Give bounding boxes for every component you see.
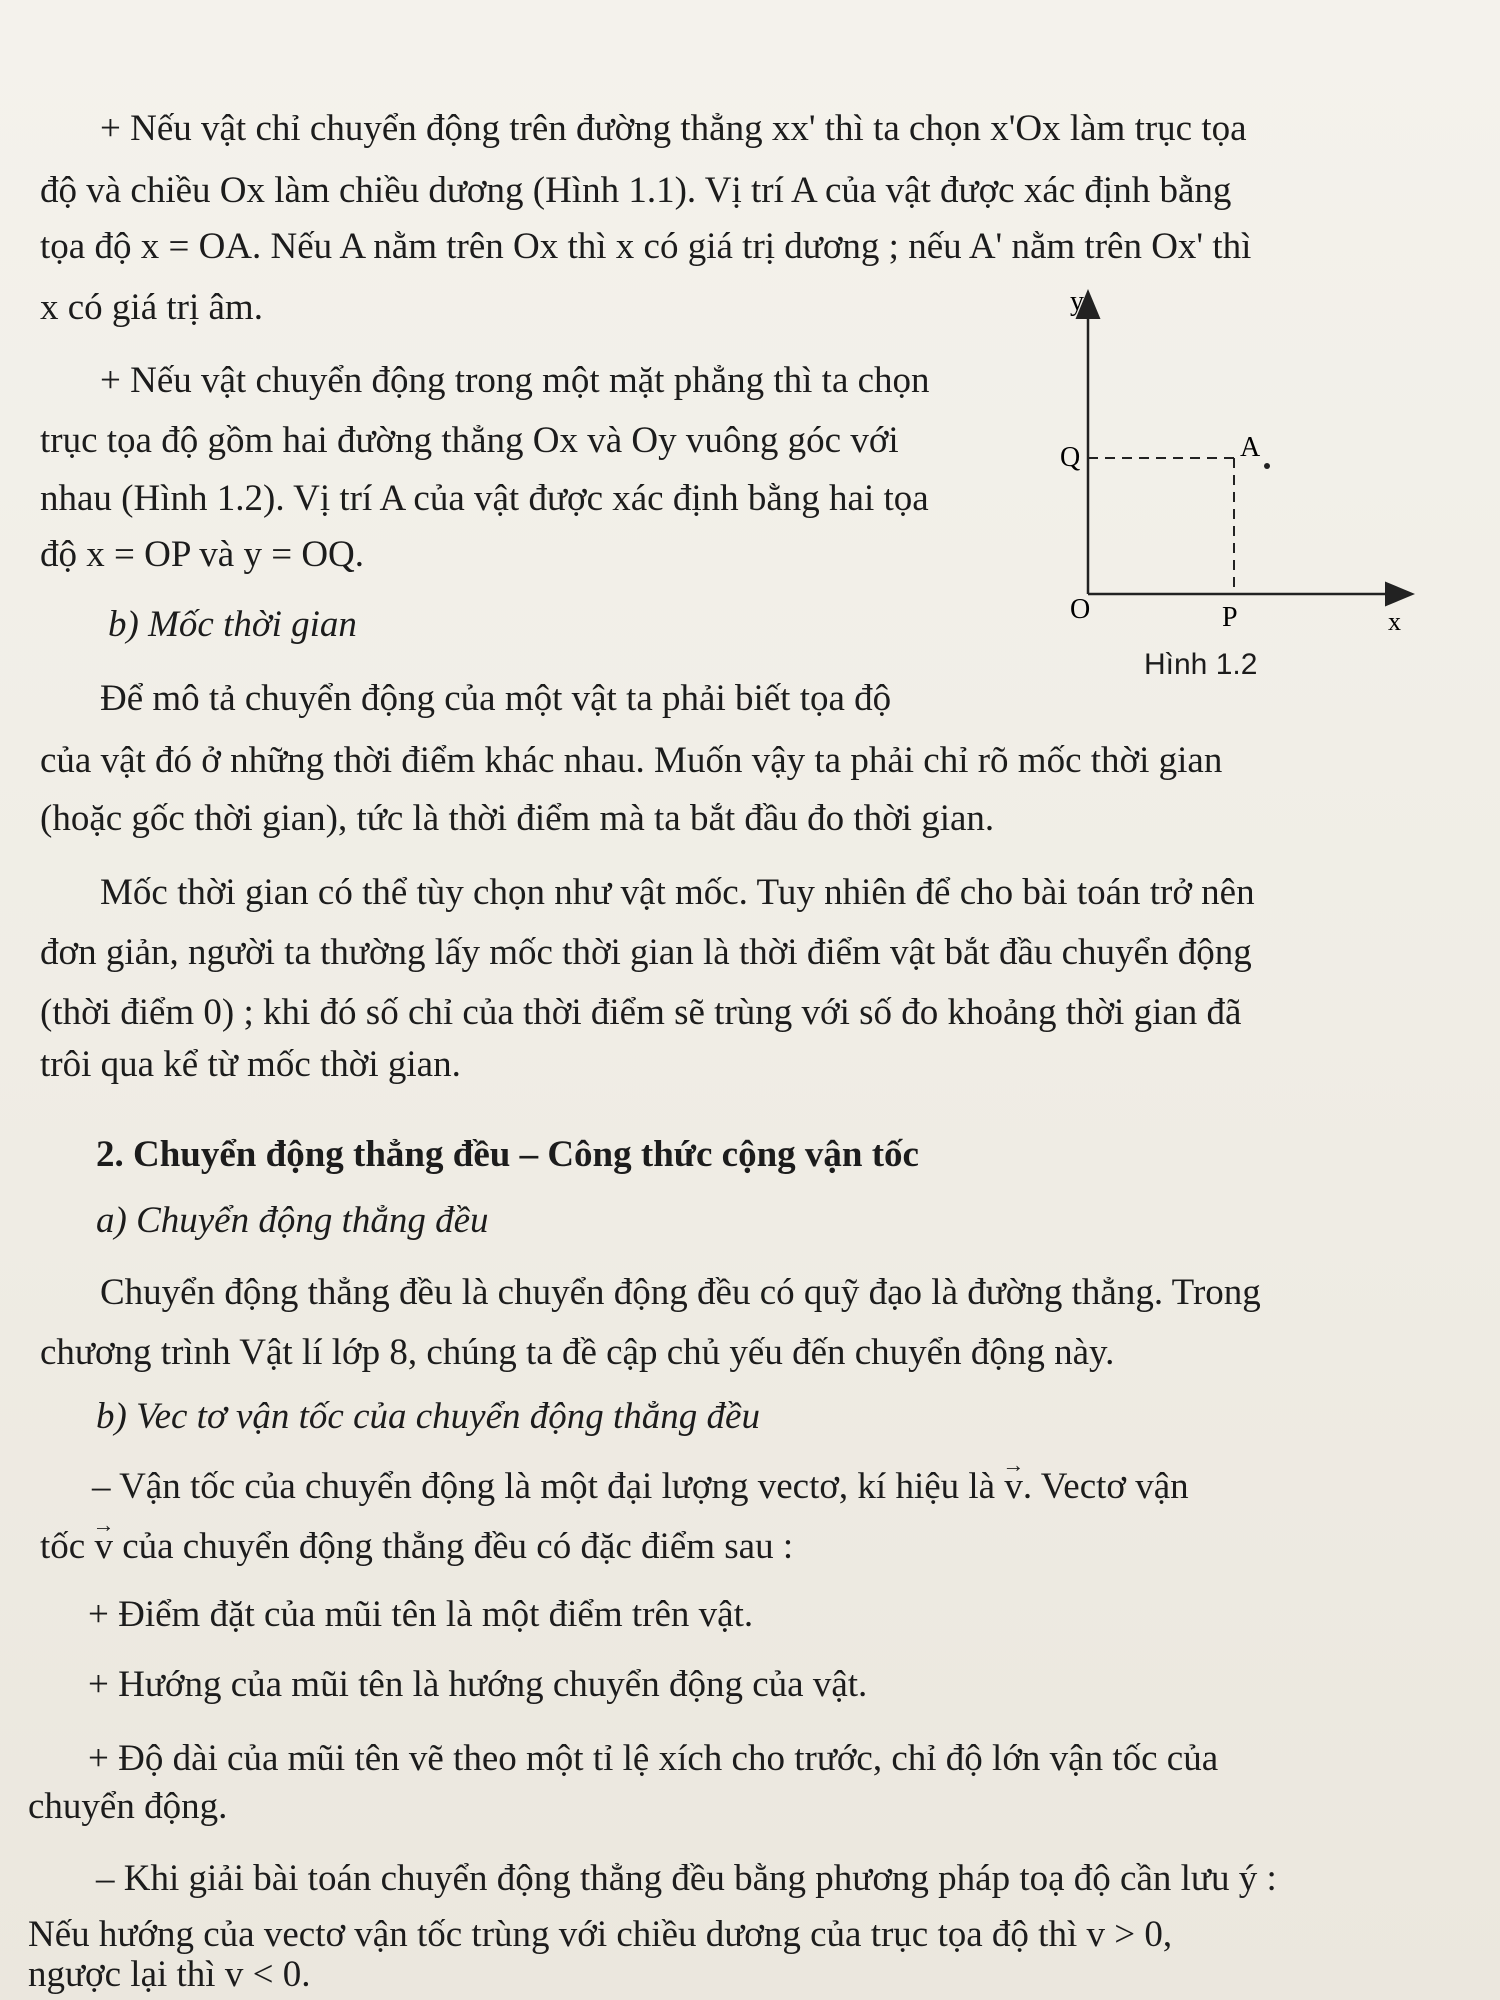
bullet-item: chuyển động.	[28, 1786, 228, 1827]
bullet-item: + Điểm đặt của mũi tên là một điểm trên vật.	[88, 1594, 754, 1635]
text-span: tốc	[40, 1526, 95, 1567]
section-title: 2. Chuyển động thẳng đều – Công thức cộng vận tốc	[96, 1134, 919, 1175]
point-a-label: A	[1240, 432, 1261, 463]
text-line: trục tọa độ gồm hai đường thẳng Ox và Oy vuông góc với	[40, 420, 899, 461]
text-line: chương trình Vật lí lớp 8, chúng ta đề cập chủ yếu đến chuyển động này.	[40, 1332, 1115, 1373]
bullet-item: + Hướng của mũi tên là hướng chuyển động của vật.	[88, 1664, 868, 1705]
text-line: Để mô tả chuyển động của một vật ta phải biết tọa độ	[100, 678, 892, 719]
text-line: (hoặc gốc thời gian), tức là thời điểm mà ta bắt đầu đo thời gian.	[40, 798, 995, 839]
text-line: Mốc thời gian có thể tùy chọn như vật mốc. Tuy nhiên để cho bài toán trở nên	[100, 872, 1255, 913]
y-axis-label: y	[1070, 286, 1084, 317]
text-line: nhau (Hình 1.2). Vị trí A của vật được xác định bằng hai tọa	[40, 478, 929, 519]
point-p-label: P	[1222, 602, 1238, 633]
text-line: Nếu hướng của vectơ vận tốc trùng với chiều dương của trục tọa độ thì v > 0,	[28, 1914, 1173, 1955]
text-line: đơn giản, người ta thường lấy mốc thời gian là thời điểm vật bắt đầu chuyển động	[40, 932, 1252, 973]
subheading: b) Vec tơ vận tốc của chuyển động thẳng đều	[96, 1396, 760, 1437]
point-q-label: Q	[1060, 442, 1081, 473]
text-line: (thời điểm 0) ; khi đó số chỉ của thời điểm sẽ trùng với số đo khoảng thời gian đã	[40, 992, 1242, 1033]
text-line: tọa độ x = OA. Nếu A nằm trên Ox thì x có giá trị dương ; nếu A' nằm trên Ox' thì	[40, 226, 1252, 267]
origin-label: O	[1070, 594, 1091, 625]
text-span: . Vectơ vận	[1022, 1466, 1189, 1507]
subheading: b) Mốc thời gian	[108, 604, 357, 645]
text-line	[40, 1524, 1420, 1570]
text-line: – Khi giải bài toán chuyển động thẳng đều bằng phương pháp toạ độ cần lưu ý :	[96, 1858, 1277, 1899]
text-line: độ x = OP và y = OQ.	[40, 534, 365, 575]
x-axis-label: x	[1388, 607, 1401, 636]
text-line: Chuyển động thẳng đều là chuyển động đều có quỹ đạo là đường thẳng. Trong	[100, 1272, 1261, 1313]
vector-v-symbol: → v	[1004, 1464, 1023, 1510]
text-line: của vật đó ở những thời điểm khác nhau. Muốn vậy ta phải chỉ rõ mốc thời gian	[40, 740, 1223, 781]
text-line: độ và chiều Ox làm chiều dương (Hình 1.1). Vị trí A của vật được xác định bằng	[40, 170, 1232, 211]
text-line: ngược lại thì v < 0.	[28, 1954, 311, 1995]
text-line	[92, 1464, 1472, 1510]
point-a-dot	[1264, 463, 1270, 469]
subheading: a) Chuyển động thẳng đều	[96, 1200, 489, 1241]
text-line: + Nếu vật chỉ chuyển động trên đường thẳng xx' thì ta chọn x'Ox làm trục tọa	[100, 108, 1247, 149]
text-span: – Vận tốc của chuyển động là một đại lượng vectơ, kí hiệu là	[92, 1466, 1005, 1507]
text-line: + Nếu vật chuyển động trong một mặt phẳng thì ta chọn	[100, 360, 930, 401]
vector-v-symbol: → v	[94, 1524, 113, 1570]
text-line: trôi qua kể từ mốc thời gian.	[40, 1044, 461, 1085]
text-line: x có giá trị âm.	[40, 287, 263, 328]
text-span: của chuyển động thẳng đều có đặc điểm sau :	[112, 1526, 794, 1567]
figure-caption: Hình 1.2	[1144, 648, 1258, 681]
bullet-item: + Độ dài của mũi tên vẽ theo một tỉ lệ xích cho trước, chỉ độ lớn vận tốc của	[88, 1738, 1219, 1779]
